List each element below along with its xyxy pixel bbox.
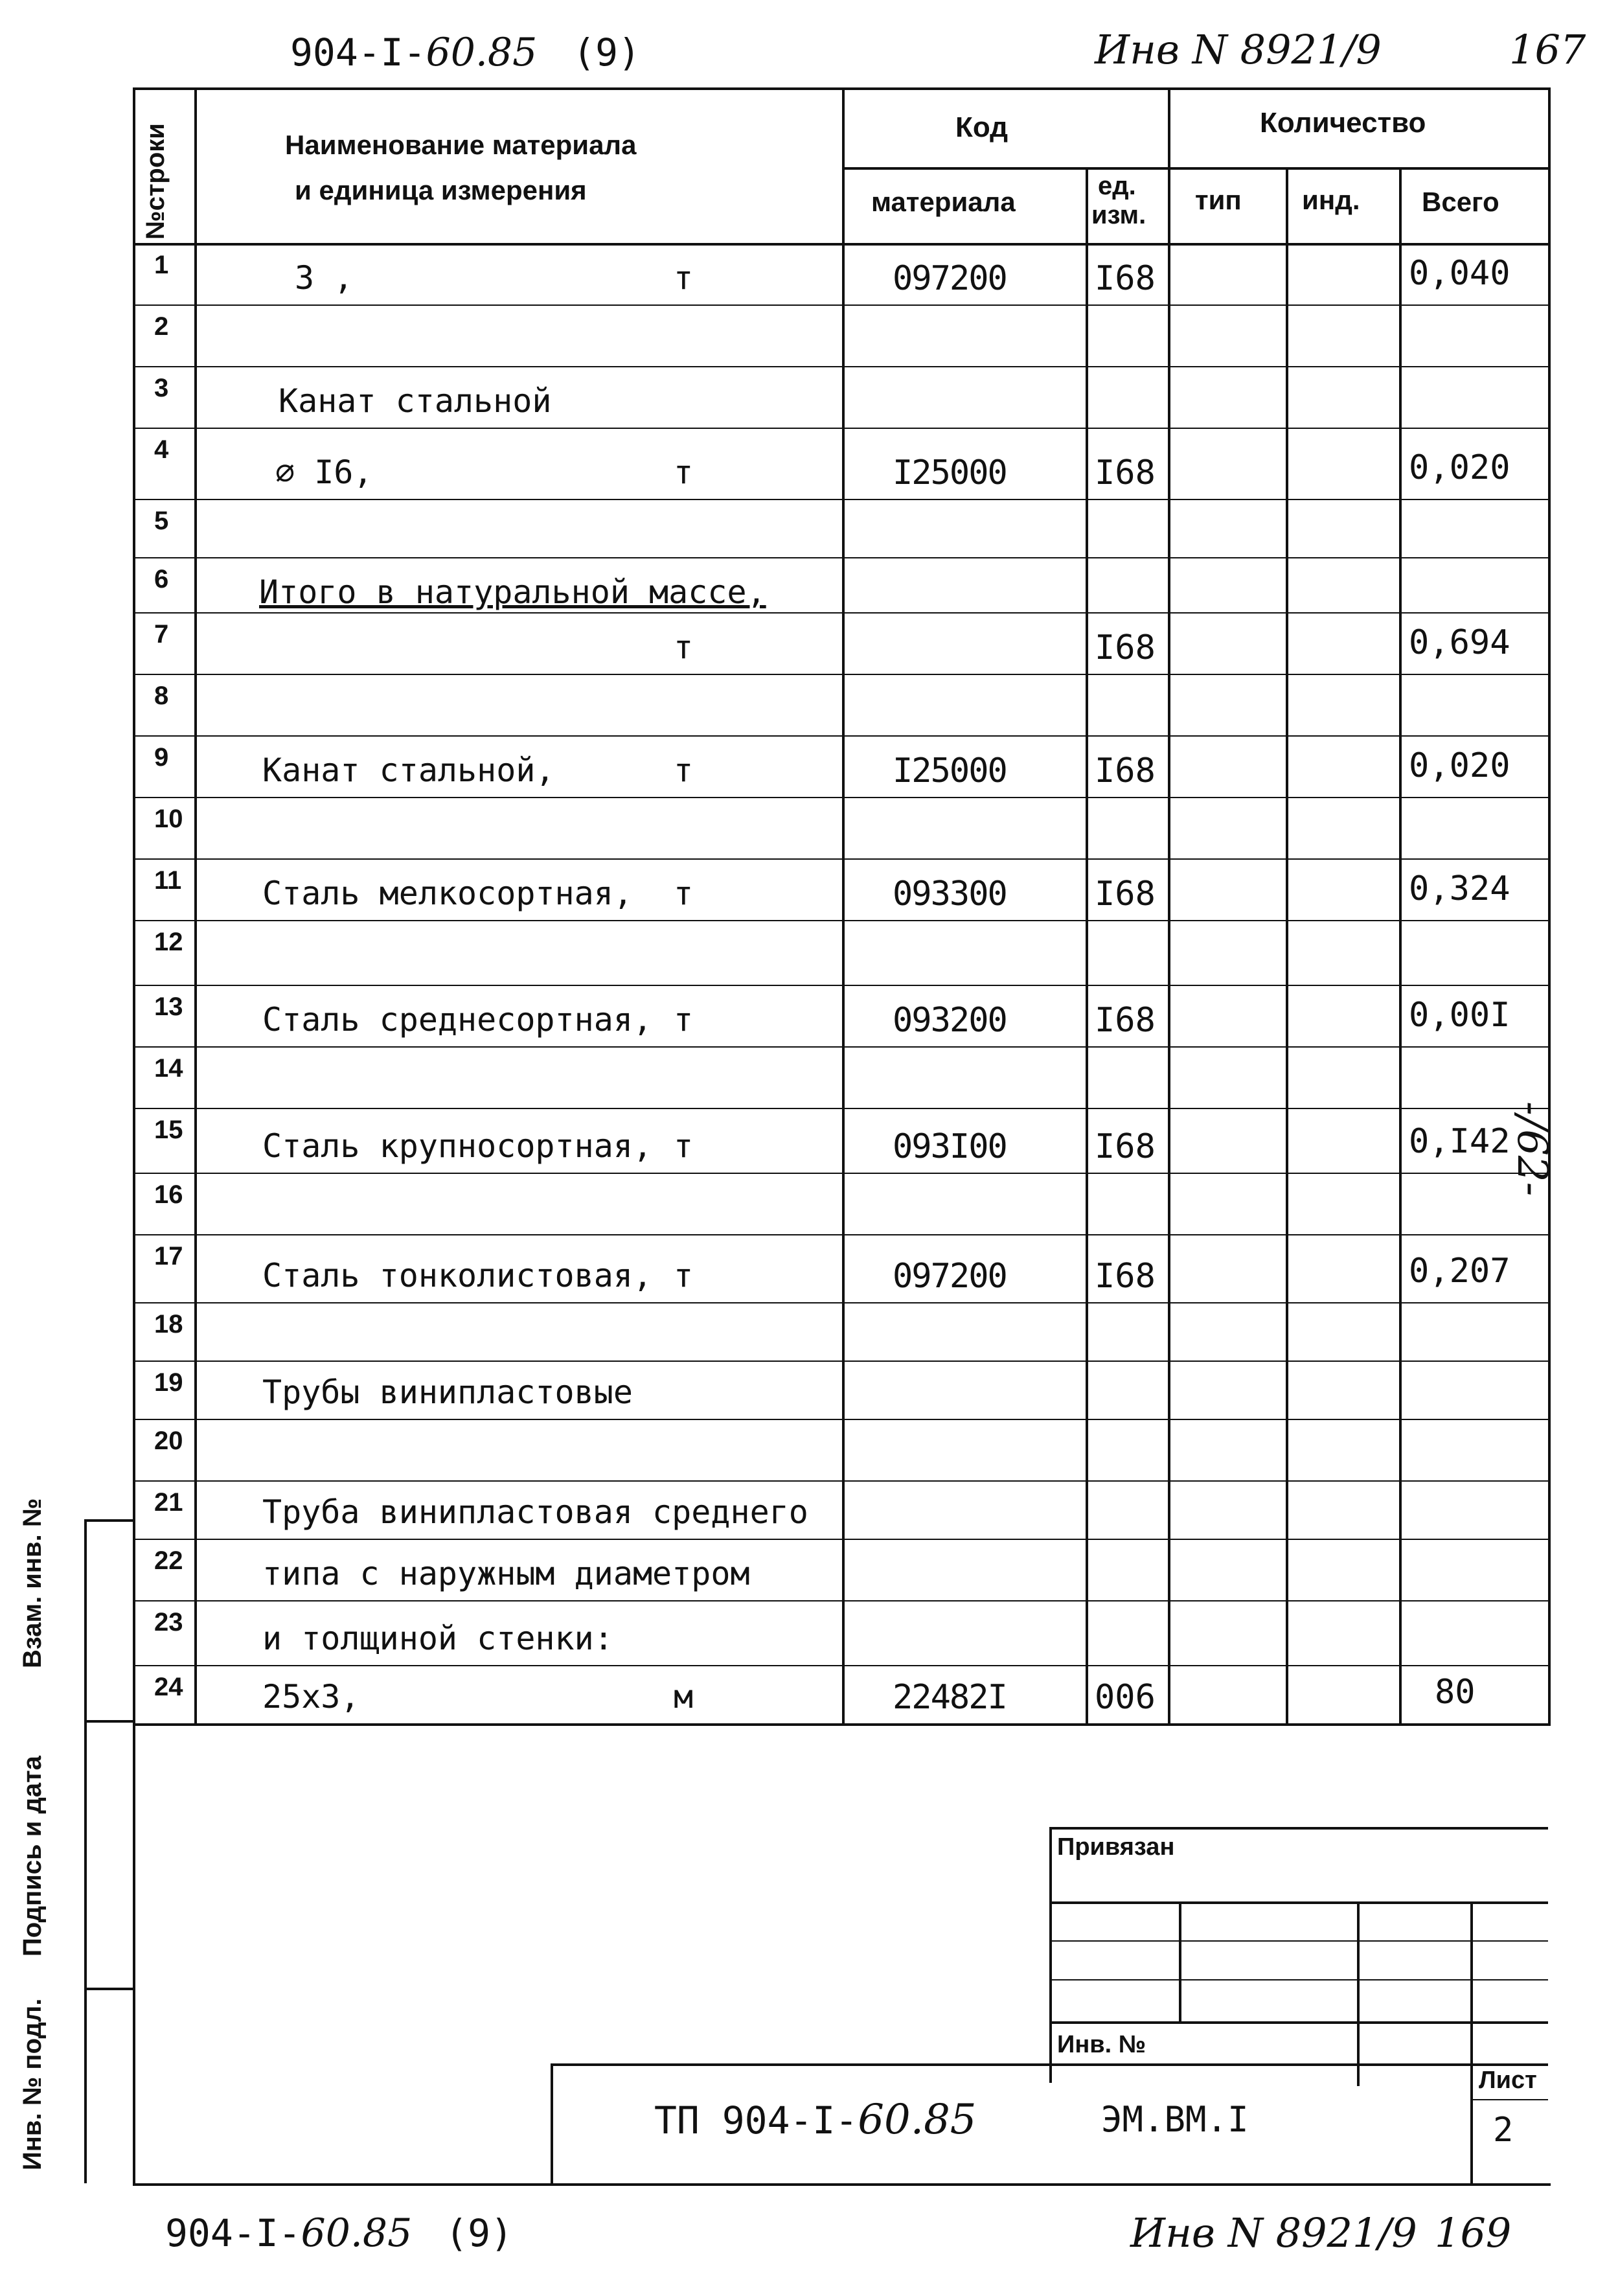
row-number: 4	[154, 435, 169, 464]
stamp-col-1	[1179, 1901, 1181, 2021]
stamp-rule-1	[1049, 1901, 1548, 1904]
row-name: Канат стальной,	[262, 752, 555, 789]
row-rule	[133, 499, 1548, 500]
row-unit-letter: т	[674, 628, 694, 666]
col-rule-rowno	[194, 87, 197, 1723]
row-rule	[133, 1480, 1548, 1482]
row-name: ⌀ I6,	[275, 453, 373, 491]
stamp-doc-prefix: ТП 904-I-	[654, 2098, 858, 2142]
row-number: 1	[154, 251, 169, 279]
header-row-number: №строки	[141, 123, 170, 240]
row-material-code: I25000	[893, 752, 1007, 790]
row-number: 10	[154, 805, 183, 833]
row-material-code: I25000	[893, 453, 1007, 492]
side-margin-left-border	[84, 1519, 87, 2183]
row-unit-letter: т	[674, 752, 694, 789]
stamp-document-number	[654, 2096, 977, 2144]
row-number: 9	[154, 743, 169, 772]
table-left-border	[133, 87, 135, 2183]
row-rule	[133, 1302, 1548, 1303]
row-rule	[133, 1600, 1548, 1601]
row-rule	[133, 428, 1548, 429]
bottom-document-number	[165, 2210, 513, 2256]
header-quantity: Количество	[1260, 107, 1426, 139]
row-total: 0,324	[1409, 869, 1510, 908]
header-qty-total: Всего	[1422, 187, 1499, 217]
row-total: 0,694	[1409, 623, 1510, 662]
side-margin-rule-2	[84, 1988, 133, 1990]
stamp-rule-2	[1049, 1940, 1548, 1942]
row-name: Труба винипластовая среднего	[262, 1493, 808, 1531]
row-number: 21	[154, 1488, 183, 1517]
row-unit-code: I68	[1095, 453, 1156, 492]
row-number: 17	[154, 1242, 183, 1270]
row-unit-letter: т	[674, 1001, 694, 1039]
bottom-inventory-number: Инв N 8921/9	[1130, 2209, 1417, 2256]
col-rule-unit	[1168, 87, 1170, 1723]
stamp-sheet-number: 2	[1493, 2111, 1514, 2150]
row-name: типа с наружным диаметром	[262, 1555, 750, 1592]
top-inventory-number: Инв N 8921/9	[1095, 26, 1382, 73]
row-total: 0,207	[1409, 1252, 1510, 1291]
row-unit-code: I68	[1095, 259, 1156, 298]
row-number: 2	[154, 312, 169, 341]
row-rule	[133, 1046, 1548, 1048]
table-top-border	[133, 87, 1548, 90]
stamp-privyazan: Привязан	[1057, 1833, 1175, 1861]
row-unit-letter: т	[674, 1257, 694, 1294]
stamp-title-top-rule	[551, 2063, 1548, 2066]
row-name: Сталь крупносортная,	[262, 1127, 653, 1165]
row-total: 0,020	[1409, 746, 1510, 785]
row-number: 6	[154, 565, 169, 593]
row-total: 0,00I	[1409, 996, 1510, 1035]
side-label-vzam: Взам. инв. №	[18, 1498, 47, 1668]
side-label-inv-podl: Инв. № подл.	[18, 1998, 47, 2170]
row-unit-letter: т	[674, 453, 694, 491]
stamp-doc-hand: 60.85	[858, 2096, 977, 2144]
row-total: 0,I42	[1409, 1122, 1510, 1161]
bottom-page-number: 169	[1435, 2209, 1512, 2256]
header-bottom-rule	[133, 243, 1548, 246]
bottom-doc-hand: 60.85	[301, 2210, 413, 2256]
row-number: 20	[154, 1427, 183, 1455]
row-unit-letter: м	[674, 1678, 694, 1716]
row-rule	[133, 1108, 1548, 1109]
row-name: Сталь мелкосортная,	[262, 875, 633, 912]
row-number: 12	[154, 928, 183, 956]
row-number: 16	[154, 1180, 183, 1209]
row-material-code: 093I00	[893, 1127, 1007, 1166]
row-total: 80	[1435, 1673, 1476, 1712]
row-rule	[133, 612, 1548, 614]
row-rule	[133, 1539, 1548, 1540]
row-rule	[133, 797, 1548, 798]
row-rule	[133, 304, 1548, 306]
header-code: Код	[955, 111, 1009, 143]
stamp-doc-code: ЭМ.ВМ.I	[1101, 2099, 1249, 2140]
col-rule-name	[842, 87, 845, 1723]
header-mid-rule	[842, 167, 1548, 170]
row-number: 5	[154, 507, 169, 535]
side-label-podpis: Подпись и дата	[18, 1756, 47, 1957]
top-doc-suffix: (9)	[573, 30, 641, 75]
row-unit-code: I68	[1095, 875, 1156, 913]
row-unit-letter: т	[674, 1127, 694, 1165]
stamp-col-3	[1470, 1901, 1473, 2183]
stamp-top-rule	[1049, 1827, 1548, 1830]
margin-handwritten-note: -/62-	[1508, 1101, 1556, 1197]
row-rule	[133, 735, 1548, 737]
row-rule	[133, 858, 1548, 860]
row-rule	[133, 557, 1548, 558]
top-doc-prefix: 904-I-	[290, 30, 426, 75]
table-right-border	[1548, 87, 1551, 1723]
row-rule	[133, 985, 1548, 986]
row-number: 13	[154, 993, 183, 1021]
row-name: Трубы винипластовые	[262, 1373, 633, 1411]
row-number: 3	[154, 374, 169, 402]
row-number: 23	[154, 1608, 183, 1636]
row-number: 18	[154, 1310, 183, 1338]
row-rule	[133, 674, 1548, 675]
row-number: 8	[154, 682, 169, 710]
row-name: 25x3,	[262, 1678, 360, 1716]
row-unit-code: I68	[1095, 1001, 1156, 1040]
row-unit-letter: т	[674, 259, 694, 297]
row-rule	[133, 1173, 1548, 1174]
stamp-col-2	[1357, 1901, 1360, 2086]
header-code-material: материала	[871, 187, 1016, 217]
table-body-bottom-rule	[133, 1723, 1551, 1726]
header-name-line1: Наименование материала	[285, 130, 637, 160]
row-rule	[133, 1234, 1548, 1235]
row-rule	[133, 920, 1548, 921]
row-number: 7	[154, 620, 169, 649]
row-unit-code: I68	[1095, 752, 1156, 790]
row-total: 0,040	[1409, 254, 1510, 293]
stamp-title-left-border	[551, 2063, 553, 2183]
row-name: Итого в натуральной массе,	[259, 573, 766, 611]
stamp-sheet-rule	[1470, 2099, 1548, 2100]
row-name: Канат стальной	[279, 382, 552, 420]
row-unit-code: I68	[1095, 1127, 1156, 1166]
stamp-inv-no: Инв. №	[1057, 2031, 1146, 2058]
header-unit-line2: изм.	[1091, 201, 1146, 229]
row-number: 14	[154, 1054, 183, 1083]
stamp-left-border	[1049, 1827, 1052, 2083]
row-unit-letter: т	[674, 875, 694, 912]
row-material-code: 22482I	[893, 1678, 1007, 1717]
col-rule-ind	[1399, 167, 1402, 1723]
row-number: 22	[154, 1546, 183, 1575]
bottom-doc-prefix: 904-I-	[165, 2211, 301, 2255]
top-page-number: 167	[1509, 26, 1586, 73]
row-name: 3 ,	[295, 259, 354, 297]
page-bottom-border	[133, 2183, 1551, 2186]
row-material-code: 097200	[893, 1257, 1007, 1296]
row-material-code: 093200	[893, 1001, 1007, 1040]
row-name: и толщиной стенки:	[262, 1620, 613, 1657]
row-total: 0,020	[1409, 448, 1510, 487]
row-rule	[133, 1419, 1548, 1420]
row-number: 11	[154, 866, 182, 895]
side-margin-top-rule	[84, 1519, 133, 1522]
top-doc-hand: 60.85	[426, 30, 538, 75]
row-name: Сталь тонколистовая,	[262, 1257, 653, 1294]
col-rule-type	[1286, 167, 1288, 1723]
row-unit-code: 006	[1095, 1678, 1156, 1717]
row-rule	[133, 1665, 1548, 1666]
header-qty-type: тип	[1195, 185, 1242, 215]
row-rule	[133, 366, 1548, 367]
row-unit-code: I68	[1095, 1257, 1156, 1296]
row-material-code: 097200	[893, 259, 1007, 298]
bottom-doc-suffix: (9)	[445, 2211, 513, 2255]
col-rule-code	[1086, 167, 1088, 1723]
row-unit-code: I68	[1095, 628, 1156, 667]
header-name-line2: и единица измерения	[295, 175, 587, 205]
side-margin-rule-1	[84, 1720, 133, 1723]
header-unit-line1: ед.	[1098, 172, 1136, 200]
stamp-sheet-label: Лист	[1479, 2067, 1537, 2094]
row-name: Сталь среднесортная,	[262, 1001, 653, 1039]
row-number: 24	[154, 1673, 183, 1701]
header-qty-ind: инд.	[1302, 185, 1360, 215]
row-number: 15	[154, 1116, 183, 1144]
stamp-rule-3	[1049, 1979, 1548, 1980]
row-material-code: 093300	[893, 875, 1007, 913]
stamp-rule-4	[1049, 2021, 1548, 2024]
row-number: 19	[154, 1368, 183, 1397]
row-rule	[133, 1360, 1548, 1362]
